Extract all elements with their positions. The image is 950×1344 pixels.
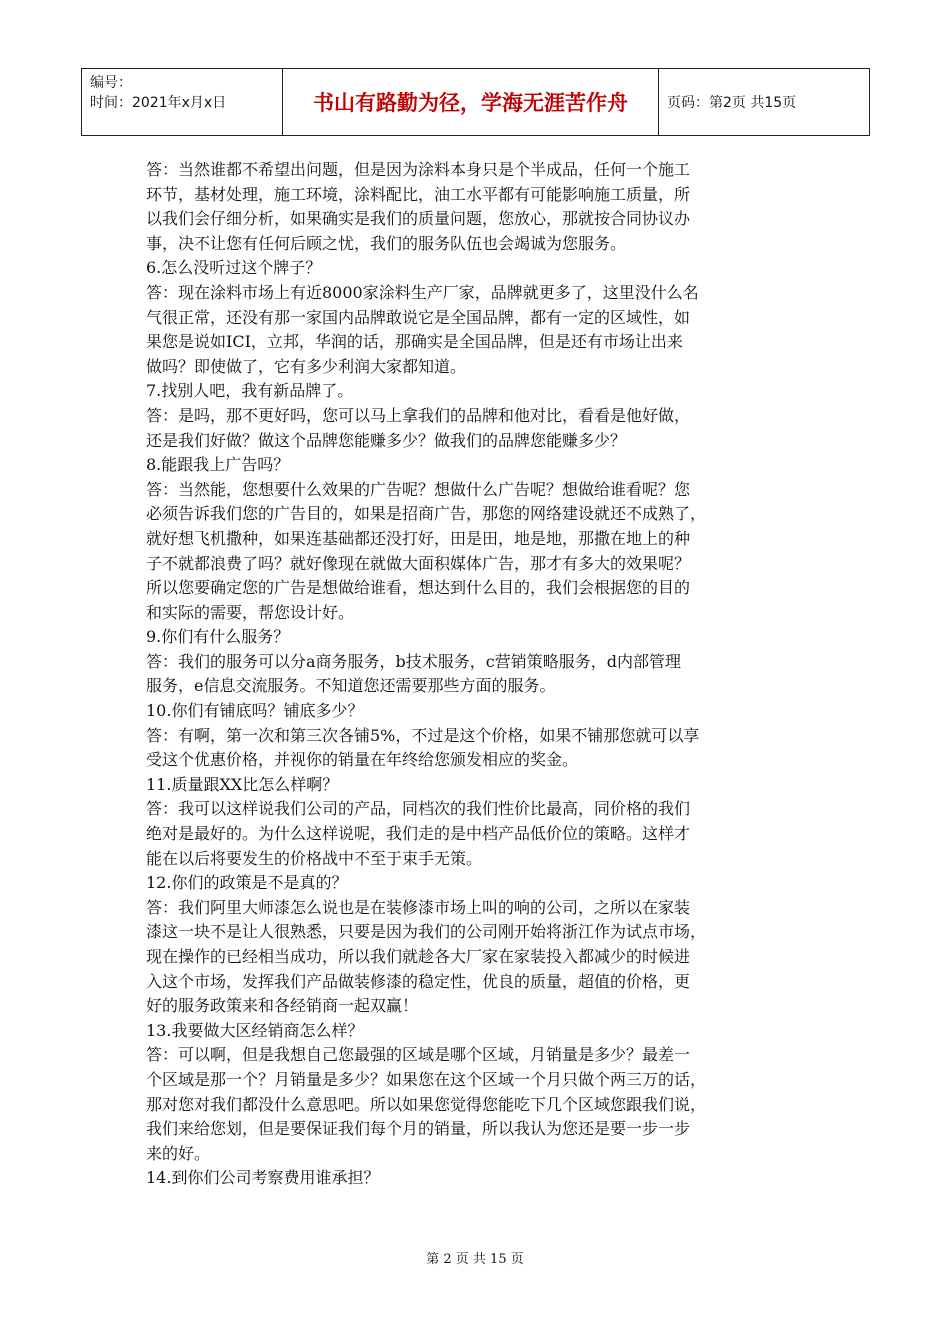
- text-line: 子不就都浪费了吗？就好像现在就做大面积媒体广告，那才有多大的效果呢？: [146, 553, 691, 573]
- text-line: 受这个优惠价格，并视你的销量在年终给您颁发相应的奖金。: [146, 750, 579, 770]
- text-line: 7.找别人吧，我有新品牌了。: [146, 381, 354, 401]
- page-header: [81, 68, 870, 136]
- text-line: 答：我们的服务可以分a商务服务，b技术服务，c营销策略服务，d内部管理: [146, 651, 681, 671]
- text-line: 我们来给您划，但是要保证我们每个月的销量，所以我认为您还是要一步一步: [146, 1119, 691, 1139]
- text-line: 10.你们有铺底吗？铺底多少？: [146, 701, 364, 721]
- text-line: 就好想飞机撒种，如果连基础都还没打好，田是田，地是地，那撒在地上的种: [146, 528, 691, 548]
- text-line: 14.到你们公司考察费用谁承担？: [146, 1168, 380, 1188]
- header-motto: 书山有路勤为径，学海无涯苦作舟: [283, 69, 659, 135]
- text-line: 能在以后将要发生的价格战中不至于束手无策。: [146, 848, 483, 868]
- text-line: 6.怎么没听过这个牌子？: [146, 258, 322, 278]
- text-line: 现在操作的已经相当成功，所以我们就趁各大厂家在家装投入都减少的时候进: [146, 947, 691, 966]
- text-line: 绝对是最好的。为什么这样说呢，我们走的是中档产品低价位的策略。这样才: [146, 824, 691, 844]
- header-page-number: 页码：第2页 共15页: [667, 95, 797, 111]
- text-line: 答：当然谁都不希望出问题，但是因为涂料本身只是个半成品，任何一个施工: [146, 160, 691, 179]
- text-line: 答：当然能，您想要什么效果的广告呢？想做什么广告呢？想做给谁看呢？您: [146, 479, 691, 499]
- text-line: 8.能跟我上广告吗？: [146, 455, 290, 475]
- text-line: 答：我们阿里大师漆怎么说也是在装修漆市场上叫的响的公司，之所以在家装: [146, 897, 691, 917]
- text-line: 入这个市场，发挥我们产品做装修漆的稳定性，优良的质量，超值的价格，更: [146, 971, 691, 991]
- text-line: 气很正常，还没有那一家国内品牌敢说它是全国品牌，都有一定的区域性，如: [146, 307, 691, 327]
- text-line: 那对您对我们都没什么意思吧。所以如果您觉得您能吃下几个区域您跟我们说，: [146, 1094, 707, 1114]
- text-line: 答：可以啊，但是我想自己您最强的区域是哪个区域，月销量是多少？最差一: [146, 1045, 691, 1065]
- text-line: 9.你们有什么服务？: [146, 627, 290, 647]
- text-line: 还是我们好做？做这个品牌您能赚多少？做我们的品牌您能赚多少？: [146, 430, 627, 450]
- text-line: 答：我可以这样说我们公司的产品，同档次的我们性价比最高，同价格的我们: [146, 799, 691, 819]
- text-line: 必须告诉我们您的广告目的，如果是招商广告，那您的网络建设就还不成熟了，: [146, 504, 707, 524]
- text-line: 以我们会仔细分析，如果确实是我们的质量问题，您放心，那就按合同协议办: [146, 209, 691, 229]
- text-line: 12.你们的政策是不是真的？: [146, 873, 348, 893]
- text-line: 好的服务政策来和各经销商一起双赢！: [146, 996, 419, 1016]
- text-line: 果您是说如ICI，立邦，华润的话，那确实是全国品牌，但是还有市场让出来: [146, 332, 683, 352]
- text-line: 环节，基材处理，施工环境，涂料配比，油工水平都有可能影响施工质量，所: [146, 184, 691, 204]
- header-meta: [82, 69, 283, 135]
- document-number: 编号：: [90, 75, 132, 91]
- text-line: 答：现在涂料市场上有近8000家涂料生产厂家，品牌就更多了，这里没什么名: [146, 282, 699, 302]
- text-line: 所以您要确定您的广告是想做给谁看，想达到什么目的，我们会根据您的目的: [146, 578, 691, 598]
- text-line: 11.质量跟XX比怎么样啊？: [146, 774, 339, 794]
- text-line: 答：是吗，那不更好吗，您可以马上拿我们的品牌和他对比，看看是他好做，: [146, 405, 691, 425]
- document-body: [146, 158, 806, 1191]
- text-line: 来的好。: [146, 1143, 211, 1163]
- document-time: 时间：2021年x月x日: [90, 95, 227, 111]
- text-line: 漆这一块不是让人很熟悉，只要是因为我们的公司刚开始将浙江作为试点市场，: [146, 922, 707, 942]
- text-line: 13.我要做大区经销商怎么样？: [146, 1020, 364, 1040]
- text-line: 服务，e信息交流服务。不知道您还需要那些方面的服务。: [146, 676, 556, 696]
- text-line: 和实际的需要，帮您设计好。: [146, 602, 355, 622]
- text-line: 个区域是那一个？月销量是多少？如果您在这个区域一个月只做个两三万的话，: [146, 1069, 707, 1089]
- text-line: 做吗？即使做了，它有多少利润大家都知道。: [146, 356, 467, 376]
- page-footer: 第 2 页 共 15 页: [426, 1252, 524, 1267]
- text-line: 答：有啊，第一次和第三次各铺5%，不过是这个价格，如果不铺那您就可以享: [146, 725, 700, 745]
- text-line: 事，决不让您有任何后顾之忧，我们的服务队伍也会竭诚为您服务。: [146, 233, 627, 253]
